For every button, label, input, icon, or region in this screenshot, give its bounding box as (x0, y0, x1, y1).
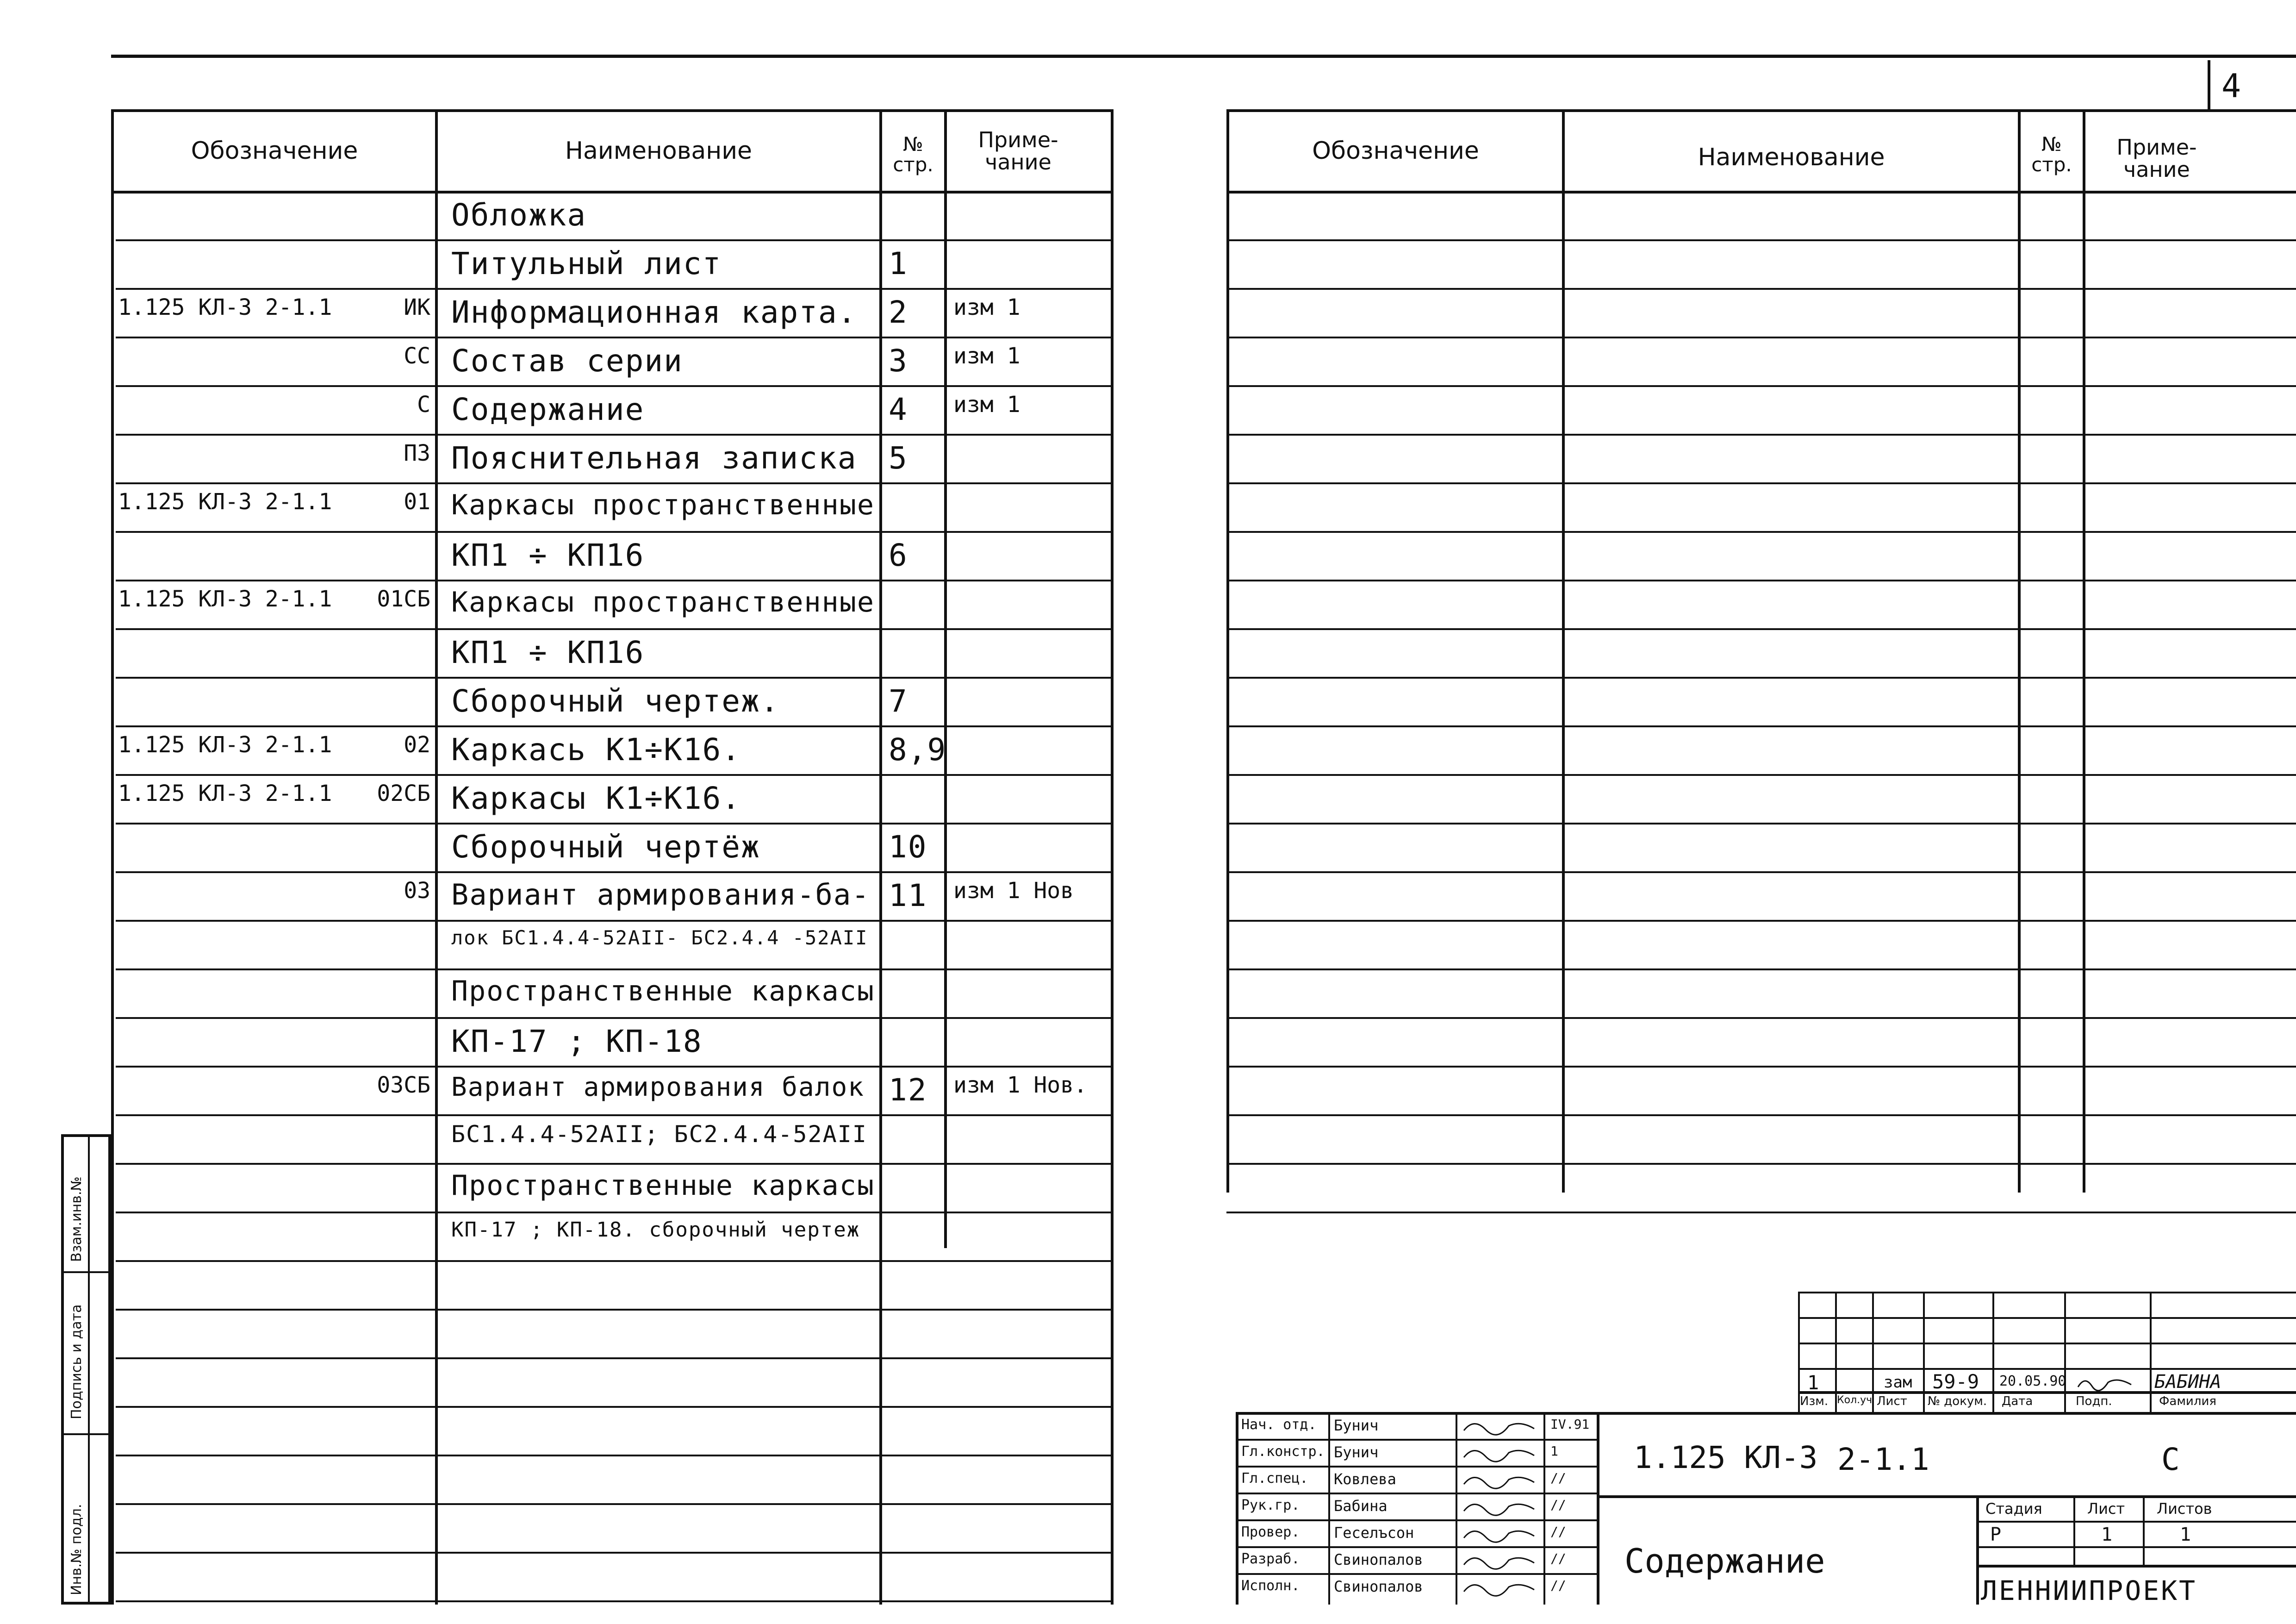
row-name: КП1 ÷ КП16 (451, 635, 645, 670)
role-title: Нач. отд. (1241, 1417, 1317, 1433)
role-divider (1236, 1493, 1597, 1494)
sheet-value: 1 (2101, 1524, 2113, 1545)
right-row-divider (1226, 628, 2296, 630)
right-row-divider (1226, 1017, 2296, 1019)
role-date-mark: 1 (1550, 1443, 1558, 1459)
role-title: Разраб. (1241, 1551, 1300, 1567)
left-row-divider (116, 434, 1111, 436)
sheet-number-box-left (2208, 60, 2210, 111)
right-row-divider (1226, 1163, 2296, 1165)
title-doc-letter: С (2161, 1442, 2180, 1477)
row-name: лок БС1.4.4-52АII- БС2.4.4 -52АII (451, 926, 868, 949)
row-designation-suffix: СС (404, 343, 430, 369)
right-row-divider (1226, 823, 2296, 824)
revision-doc: зам (1884, 1373, 1912, 1392)
sheets-header: Листов (2157, 1500, 2212, 1518)
right-row-divider (1226, 580, 2296, 581)
role-title: Провер. (1241, 1524, 1300, 1540)
row-page: 8,9 (889, 732, 947, 768)
role-signature (1460, 1523, 1539, 1545)
revision-signature (2076, 1373, 2136, 1392)
title-doc-code: 1.125 КЛ-3 (1634, 1440, 1818, 1475)
right-row-divider (1226, 288, 2296, 290)
right-row-divider (1226, 677, 2296, 679)
sheet-number: 4 (2221, 67, 2241, 105)
row-designation-suffix: 03СБ (377, 1072, 430, 1098)
role-divider (1236, 1466, 1597, 1468)
row-designation-suffix: 01СБ (377, 586, 430, 612)
title-document-name: Содержание (1624, 1542, 1825, 1580)
row-note: изм 1 (953, 343, 1020, 369)
left-header-page: № стр. (893, 133, 933, 176)
right-row-divider (1226, 482, 2296, 484)
row-page: 7 (889, 683, 908, 719)
stamp-label-inventory: Инв.№ подл. (68, 1504, 85, 1595)
row-designation-suffix: 01 (404, 489, 430, 515)
left-row-divider (116, 1309, 1111, 1311)
row-name: Пространственные каркасы (451, 975, 875, 1007)
title-block (1236, 1412, 2296, 1605)
right-header-designation: Обозначение (1312, 137, 1479, 165)
row-name: Титульный лист (451, 246, 722, 281)
row-note: изм 1 (953, 392, 1020, 418)
row-designation-suffix: С (417, 392, 430, 418)
left-row-divider (116, 920, 1111, 922)
row-designation-code: 1.125 КЛ-3 2-1.1 (118, 586, 332, 612)
role-title: Рук.гр. (1241, 1497, 1300, 1513)
left-row-divider (116, 1017, 1111, 1019)
right-row-divider (1226, 871, 2296, 873)
role-date-mark: // (1550, 1524, 1566, 1539)
left-row-divider (116, 1406, 1111, 1408)
sheet-header: Лист (2087, 1500, 2125, 1518)
role-person: Свинопалов (1334, 1578, 1423, 1595)
left-row-divider (116, 1212, 1111, 1213)
left-row-divider (116, 1163, 1111, 1165)
left-row-divider (116, 1260, 1111, 1262)
right-row-divider (1226, 725, 2296, 727)
row-name: Каркасы пространственные (451, 586, 875, 618)
row-name: Пространственные каркасы (451, 1169, 875, 1202)
left-row-divider (116, 823, 1111, 824)
row-designation-suffix: ПЗ (404, 440, 430, 466)
right-row-divider (1226, 337, 2296, 338)
left-row-divider (116, 385, 1111, 387)
stamp-label-replace: Взам.инв.№ (68, 1176, 85, 1262)
right-row-divider (1226, 531, 2296, 533)
side-stamp (61, 1134, 111, 1605)
row-note: изм 1 Нов (953, 878, 1074, 904)
row-name: Сборочный чертеж. (451, 683, 780, 719)
row-name: Состав серии (451, 343, 683, 379)
role-date-mark: // (1550, 1470, 1566, 1486)
top-frame-line (111, 55, 2296, 58)
revision-name: БАБИНА (2154, 1371, 2221, 1393)
role-signature (1460, 1496, 1539, 1518)
left-row-divider (116, 337, 1111, 338)
left-row-divider (116, 239, 1111, 241)
right-row-divider (1226, 1066, 2296, 1068)
left-header-name: Наименование (565, 137, 753, 165)
right-row-divider (1226, 774, 2296, 776)
role-person: Бунич (1334, 1443, 1379, 1461)
role-divider (1236, 1546, 1597, 1548)
row-name: Обложка (451, 197, 587, 233)
role-person: Геселъсон (1334, 1524, 1414, 1542)
role-divider (1236, 1573, 1597, 1575)
right-row-divider (1226, 385, 2296, 387)
row-page: 10 (889, 829, 927, 865)
stage-value: Р (1990, 1524, 2002, 1545)
row-designation-code: 1.125 КЛ-3 2-1.1 (118, 732, 332, 758)
row-page: 3 (889, 343, 908, 379)
row-page: 1 (889, 246, 908, 281)
right-header-note: Приме-чание (2116, 135, 2197, 182)
left-row-divider (116, 628, 1111, 630)
role-title: Гл.констр. (1241, 1443, 1325, 1460)
revision-number: 59-9 (1932, 1370, 1979, 1393)
left-row-divider (116, 774, 1111, 776)
role-signature (1460, 1469, 1539, 1492)
row-page: 4 (889, 392, 908, 427)
role-signature (1460, 1416, 1539, 1438)
row-name: КП-17 ; КП-18 (451, 1024, 703, 1059)
right-header-name: Наименование (1698, 144, 1885, 171)
right-row-divider (1226, 920, 2296, 922)
organization: ЛЕННИИПРОЕКТ (1981, 1575, 2197, 1606)
role-date-mark: IV.91 (1550, 1417, 1590, 1432)
revision-header-doc: № докум. (1928, 1394, 1987, 1408)
revision-header-sign: Подп. (2076, 1394, 2112, 1408)
left-row-divider (116, 531, 1111, 533)
right-row-divider (1226, 1114, 2296, 1116)
left-row-divider (116, 871, 1111, 873)
revision-header-sheet: Кол.уч (1837, 1394, 1873, 1406)
revision-block (1798, 1292, 2296, 1412)
revision-header-list: Лист (1877, 1394, 1907, 1408)
row-designation-suffix: ИК (404, 294, 430, 320)
role-person: Бунич (1334, 1417, 1379, 1434)
role-divider (1236, 1439, 1597, 1441)
row-name: Информационная карта. (451, 294, 857, 330)
left-row-divider (116, 1600, 1111, 1602)
left-row-divider (116, 725, 1111, 727)
row-page: 6 (889, 537, 908, 573)
row-page: 11 (889, 878, 927, 913)
row-name: БС1.4.4-52АII; БС2.4.4-52АII (451, 1121, 867, 1148)
right-row-divider (1226, 239, 2296, 241)
role-person: Свинопалов (1334, 1551, 1423, 1568)
revision-change: 1 (1807, 1371, 1819, 1394)
row-name: Сборочный чертёж (451, 829, 760, 865)
role-signature (1460, 1550, 1539, 1572)
row-name: Вариант армирования балок (451, 1072, 865, 1102)
role-signature (1460, 1577, 1539, 1599)
role-title: Гл.спец. (1241, 1470, 1308, 1487)
row-designation-code: 1.125 КЛ-3 2-1.1 (118, 294, 332, 320)
role-person: Ковлева (1334, 1470, 1396, 1488)
row-designation-code: 1.125 КЛ-3 2-1.1 (118, 781, 332, 806)
left-row-divider (116, 968, 1111, 970)
role-signature (1460, 1443, 1539, 1465)
left-row-divider (116, 1114, 1111, 1116)
row-name: Каркасы К1÷К16. (451, 781, 741, 816)
revision-header-change: Изм. (1800, 1394, 1829, 1408)
revision-date: 20.05.90 (1999, 1373, 2066, 1389)
left-row-divider (116, 288, 1111, 290)
row-note: изм 1 (953, 294, 1020, 320)
role-divider (1236, 1519, 1597, 1521)
row-note: изм 1 Нов. (953, 1072, 1087, 1098)
left-row-divider (116, 1455, 1111, 1456)
row-page: 2 (889, 294, 908, 330)
row-name: Каркась К1÷К16. (451, 732, 741, 768)
stamp-label-sign-date: Подпись и дата (68, 1304, 85, 1419)
left-row-divider (116, 580, 1111, 581)
right-header-page: № стр. (2031, 133, 2072, 176)
revision-header-name: Фамилия (2159, 1394, 2216, 1408)
left-row-divider (116, 1552, 1111, 1554)
left-row-divider (116, 1357, 1111, 1359)
left-row-divider (116, 677, 1111, 679)
row-name: КП-17 ; КП-18. сборочный чертеж (451, 1218, 860, 1242)
row-name: КП1 ÷ КП16 (451, 537, 645, 573)
stage-header: Стадия (1985, 1500, 2042, 1518)
role-title: Исполн. (1241, 1578, 1300, 1594)
right-row-divider (1226, 968, 2296, 970)
right-row-divider (1226, 434, 2296, 436)
row-designation-suffix: 02СБ (377, 781, 430, 806)
left-row-divider (116, 1066, 1111, 1068)
left-row-divider (116, 482, 1111, 484)
role-person: Бабина (1334, 1497, 1388, 1515)
role-date-mark: // (1550, 1578, 1566, 1593)
role-date-mark: // (1550, 1551, 1566, 1566)
role-date-mark: // (1550, 1497, 1566, 1512)
right-row-divider (1226, 1212, 2296, 1213)
row-page: 12 (889, 1072, 927, 1108)
row-designation-suffix: 03 (404, 878, 430, 904)
row-designation-suffix: 02 (404, 732, 430, 758)
left-header-note: Приме-чание (978, 127, 1058, 175)
row-name: Пояснительная записка (451, 440, 857, 476)
row-page: 5 (889, 440, 908, 476)
left-header-designation: Обозначение (191, 137, 358, 165)
sheets-value: 1 (2180, 1524, 2191, 1545)
title-doc-code-suffix: 2-1.1 (1837, 1442, 1929, 1477)
row-name: Вариант армирования-ба- (451, 878, 870, 912)
revision-header-date: Дата (2002, 1394, 2033, 1408)
row-designation-code: 1.125 КЛ-3 2-1.1 (118, 489, 332, 515)
left-row-divider (116, 1503, 1111, 1505)
row-name: Каркасы пространственные (451, 489, 875, 521)
row-name: Содержание (451, 392, 645, 427)
